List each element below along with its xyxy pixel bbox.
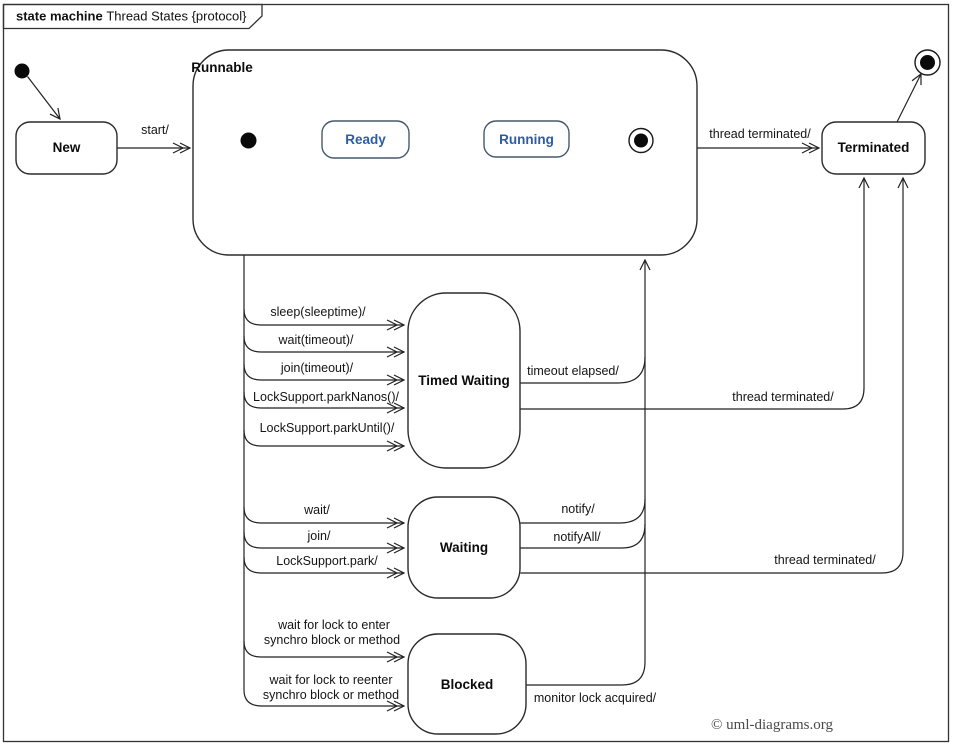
transition-runnable-to-waiting-park [244,554,404,573]
transition-timeout-elapsed-label: timeout elapsed/ [527,364,619,378]
transition-parknanos-label: LockSupport.parkNanos()/ [253,390,399,404]
state-new-label: New [52,140,81,155]
transition-wait-lock-reenter-label-line1: wait for lock to reenter [269,673,393,687]
copyright-text: © uml-diagrams.org [711,717,833,733]
transition-terminated-to-final [897,74,921,122]
state-ready [322,121,409,158]
transition-join-label: join/ [307,529,331,543]
transition-runnable-to-blocked-reenter [244,673,404,706]
final-state-inner-dot [634,134,648,148]
transition-wait-lock-enter-label-line2: synchro block or method [263,633,401,647]
transition-runnable-to-timedwaiting-sleep [244,305,404,325]
transition-parkuntil-label: LockSupport.parkUntil()/ [259,421,395,435]
transition-blocked-to-runnable [527,260,657,705]
transition-thread-terminated-waiting-label: thread terminated/ [774,553,876,567]
transition-timedwaiting-to-runnable [521,357,646,383]
transition-thread-terminated-top-label: thread terminated/ [709,127,811,141]
state-runnable-shape [193,50,697,255]
state-waiting [408,497,520,598]
final-state-icon-runnable [629,129,653,153]
transition-monitor-lock-line [527,260,646,685]
diagram-title [16,9,247,24]
transition-runnable-to-waiting-wait [244,503,404,523]
transition-runnable-to-terminated [698,127,820,148]
state-runnable [191,50,697,255]
state-running [484,121,569,157]
transition-wait-lock-enter-label-line1: wait for lock to enter [278,618,390,632]
transition-initial-to-new [28,77,61,120]
state-blocked [408,634,526,734]
diagram-title-name: Thread States {protocol} [102,8,247,24]
transition-runnable-to-timedwaiting-join-timeout [244,361,404,380]
transition-notify-label: notify/ [561,502,595,516]
transition-waiting-to-runnable-notify [521,499,646,523]
transition-new-to-runnable [118,123,191,148]
transition-runnable-to-blocked-enter [244,618,404,657]
transition-wait-lock-reenter-label-line2: synchro block or method [262,688,400,702]
state-new [16,122,117,174]
state-runnable-label: Runnable [191,60,253,75]
transition-join-timeout-label: join(timeout)/ [280,361,354,375]
transition-monitor-lock-label: monitor lock acquired/ [533,691,657,705]
state-timed-waiting-label: Timed Waiting [418,373,510,388]
transition-runnable-to-timedwaiting-parkuntil [244,421,404,446]
state-ready-label: Ready [345,132,386,147]
transition-runnable-to-waiting-join [244,529,404,548]
transition-park-label: LockSupport.park/ [276,554,378,568]
transition-thread-terminated-timed-label: thread terminated/ [732,390,834,404]
diagram-title-keyword: state machine [16,8,103,24]
state-waiting-label: Waiting [439,540,489,555]
state-blocked-label: Blocked [440,677,494,692]
final-state-icon-top-right [915,50,940,75]
transition-runnable-to-timedwaiting-wait-timeout [244,333,404,352]
state-terminated-label: Terminated [837,140,910,155]
initial-state-icon-main [15,64,30,79]
state-terminated [822,122,925,174]
transition-notifyall-label: notifyAll/ [553,530,601,544]
final-state-inner-dot [920,55,935,70]
transition-waiting-to-runnable-notifyall [521,524,646,548]
transition-wait-timeout-label: wait(timeout)/ [278,333,354,347]
transition-start-label: start/ [141,123,169,137]
transition-sleep-label: sleep(sleeptime)/ [270,305,366,319]
state-running-label: Running [499,132,554,147]
transition-wait-label: wait/ [304,503,330,517]
transition-runnable-to-timedwaiting-parknanos [244,390,404,408]
initial-state-icon-runnable [241,133,257,149]
state-timed-waiting [408,293,520,468]
